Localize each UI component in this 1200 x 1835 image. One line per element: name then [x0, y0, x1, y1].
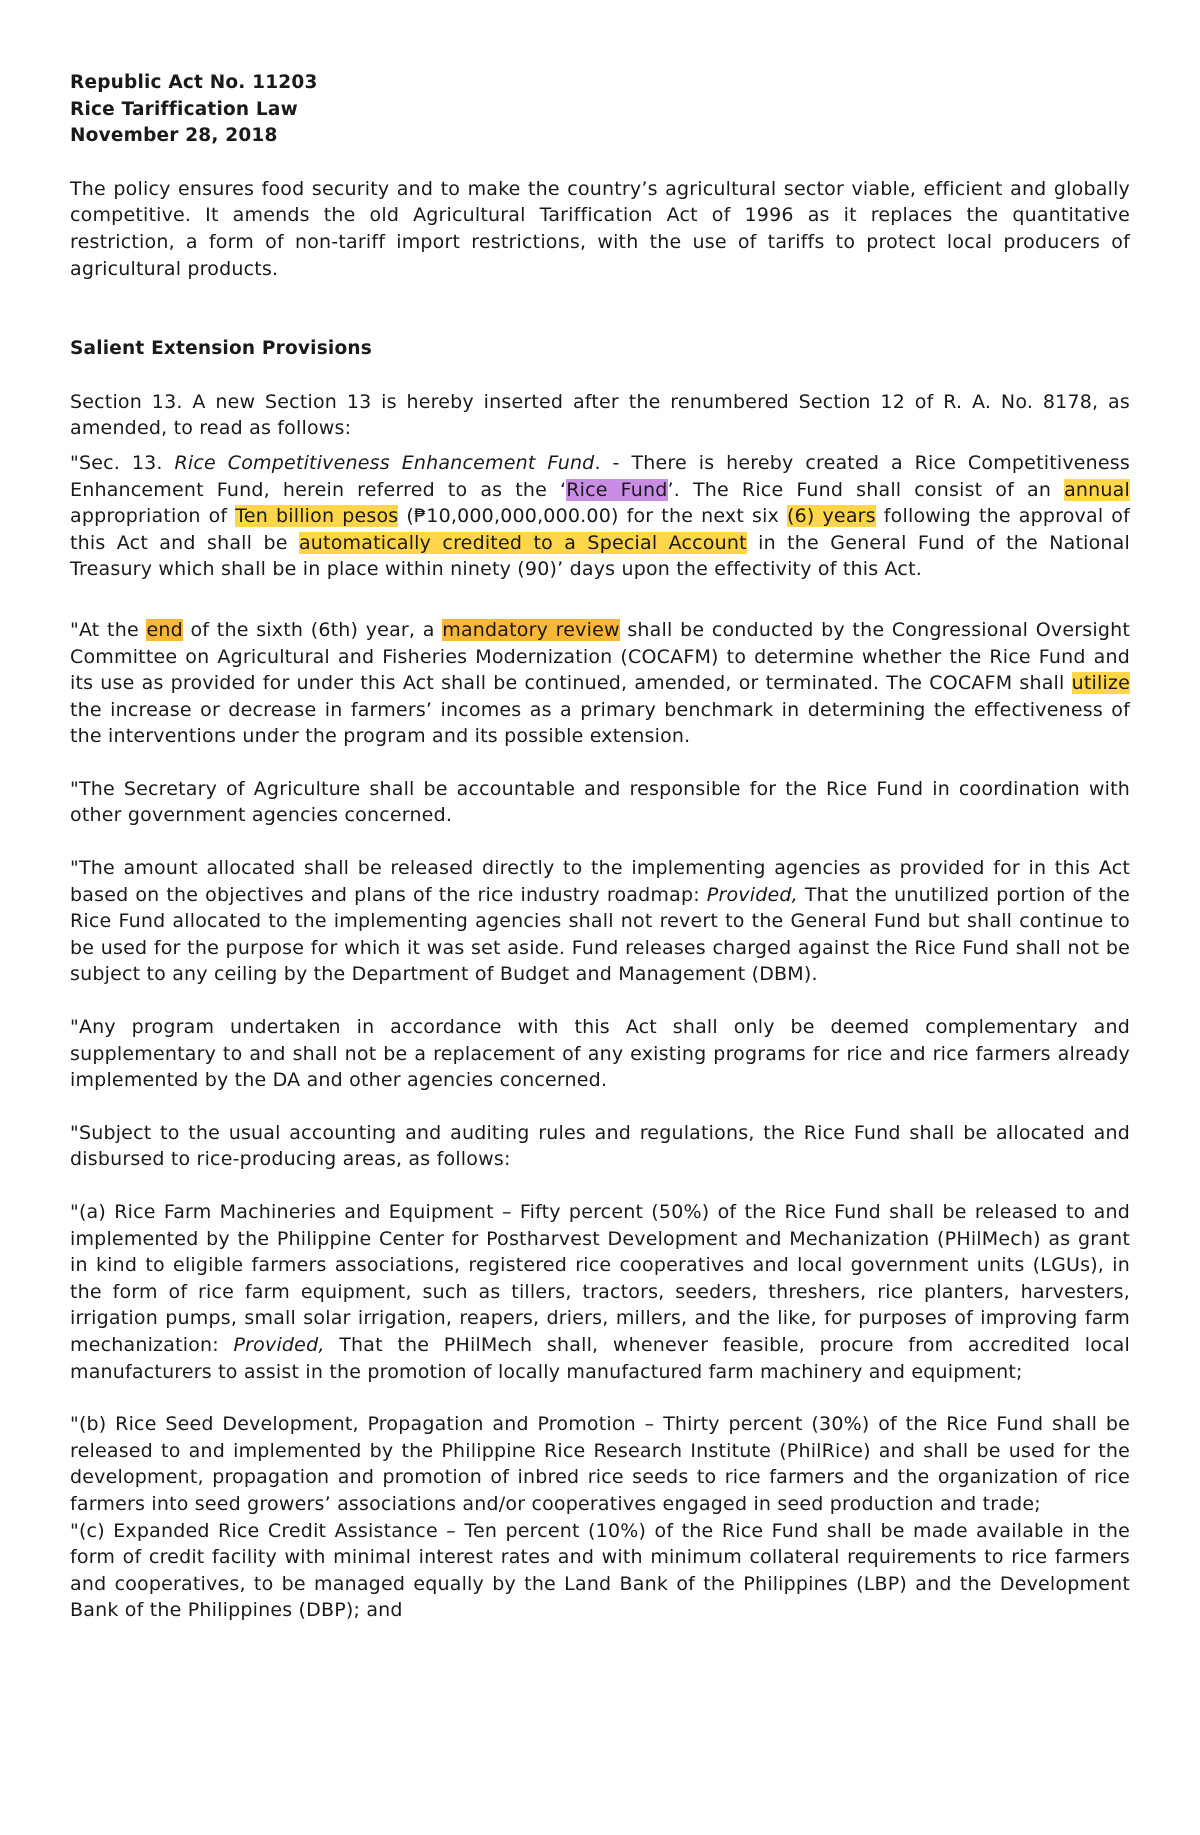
program-paragraph: "Any program undertaken in accordance with this Act shall only be deemed complementary and supplementary to and shall not be a replacement of any existing programs for rice and rice farmers already implemented by the DA and other agencies concerned. — [70, 1016, 1130, 1092]
highlight-six-years: (6) years — [786, 505, 876, 528]
highlight-rice-fund: Rice Fund — [566, 478, 668, 501]
amount-paragraph: "The amount allocated shall be released directly to the implementing agencies as provided for in this Act based on the objectives and plans of the rice industry roadmap: Provided, That the unutilized portion of the Rice Fund allocated to the implementing agencies shall not revert to the General Fund but shall continue to be used for the purpose for which it was set aside. Fund releases charged against the Rice Fund shall not be subject to any ceiling by the Department of Budget and Management (DBM). — [70, 857, 1130, 986]
document-header — [70, 70, 1130, 150]
highlight-utilize: utilize — [1071, 672, 1130, 695]
intro-paragraph: The policy ensures food security and to make the country’s agricultural sector viable, efficient and globally competitive. It amends the old Agricultural Tariffication Act of 1996 as it replaces the quantitative restriction, a form of non-tariff import restrictions, with the use of tariffs to protect local producers of agricultural products. — [70, 177, 1130, 280]
section13-intro: Section 13. A new Section 13 is hereby inserted after the renumbered Section 12 of R. A. No. 8178, as amended, to read as follows: — [70, 390, 1130, 440]
subject-paragraph: "Subject to the usual accounting and auditing rules and regulations, the Rice Fund shall be allocated and disbursed to rice-producing areas, as follows: — [70, 1121, 1130, 1171]
highlight-mandatory-review: mandatory review — [442, 618, 620, 641]
secretary-paragraph: "The Secretary of Agriculture shall be accountable and responsible for the Rice Fund in coordination with other government agencies concerned. — [70, 777, 1130, 827]
item-b-paragraph: "(b) Rice Seed Development, Propagation and Promotion – Thirty percent (30%) of the Rice Fund shall be released to and implemented by the Philippine Rice Research Institute (PhilRice) and shall be used for the development, propagation and promotion of inbred rice seeds to rice farmers and the organization of rice farmers into seed growers’ associations and/or cooperatives engaged in seed production and trade; — [70, 1413, 1130, 1515]
act-number: Republic Act No. 11203 — [70, 72, 318, 93]
highlight-annual: annual — [1064, 478, 1130, 501]
review-paragraph: "At the end of the sixth (6th) year, a mandatory review shall be conducted by the Congressional Oversight Committee on Agricultural and Fisheries Modernization (COCAFM) to determine whether the Rice Fund and its use as provided for under this Act shall be continued, amended, or terminated. The COCAFM shall utilize the increase or decrease in farmers’ incomes as a primary benchmark in determining the effectiveness of the interventions under the program and its possible extension. — [70, 618, 1130, 748]
fund-title: Rice Competitiveness Enhancement Fund — [174, 451, 595, 474]
item-c-paragraph: "(c) Expanded Rice Credit Assistance – Ten percent (10%) of the Rice Fund shall be made available in the form of credit facility with minimal interest rates and with minimum collateral requirements to rice farmers and cooperatives, to be managed equally by the Land Bank of the Philippines (LBP) and the Development Bank of the Philippines (DBP); and — [70, 1519, 1130, 1622]
document-page — [70, 70, 1130, 1624]
item-a-paragraph: "(a) Rice Farm Machineries and Equipment – Fifty percent (50%) of the Rice Fund shall be released to and implemented by the Philippine Center for Postharvest Development and Mechanization (PHilMech) as grant in kind to eligible farmers associations, registered rice cooperatives and local government units (LGUs), in the form of rice farm equipment, such as tillers, tractors, seeders, threshers, rice planters, harvesters, irrigation pumps, small solar irrigation, reapers, driers, millers, and the like, for purposes of improving farm mechanization: Provided, That the PHilMech shall, whenever feasible, procure from accredited local manufacturers to assist in the promotion of locally manufactured farm machinery and equipment; — [70, 1201, 1130, 1383]
enactment-date: November 28, 2018 — [70, 125, 278, 147]
highlight-credited: automatically credited to a Special Account — [298, 531, 747, 554]
section-heading: Salient Extension Provisions — [70, 338, 372, 360]
sec13-paragraph: "Sec. 13. Rice Competitiveness Enhancement Fund. - There is hereby created a Rice Competitiveness Enhancement Fund, herein referred to as the ‘Rice Fund’. The Rice Fund shall consist of an annual appropriation of Ten billion pesos (₱10,000,000,000.00) for the next six (6) years following the approval of this Act and shall be automatically credited to a Special Account in the General Fund of the National Treasury which shall be in place within ninety (90)’ days upon the effectivity of this Act. — [70, 451, 1131, 581]
law-name: Rice Tariffication Law — [70, 98, 298, 120]
highlight-end: end — [146, 618, 183, 641]
highlight-ten-billion: Ten billion pesos — [235, 505, 399, 528]
